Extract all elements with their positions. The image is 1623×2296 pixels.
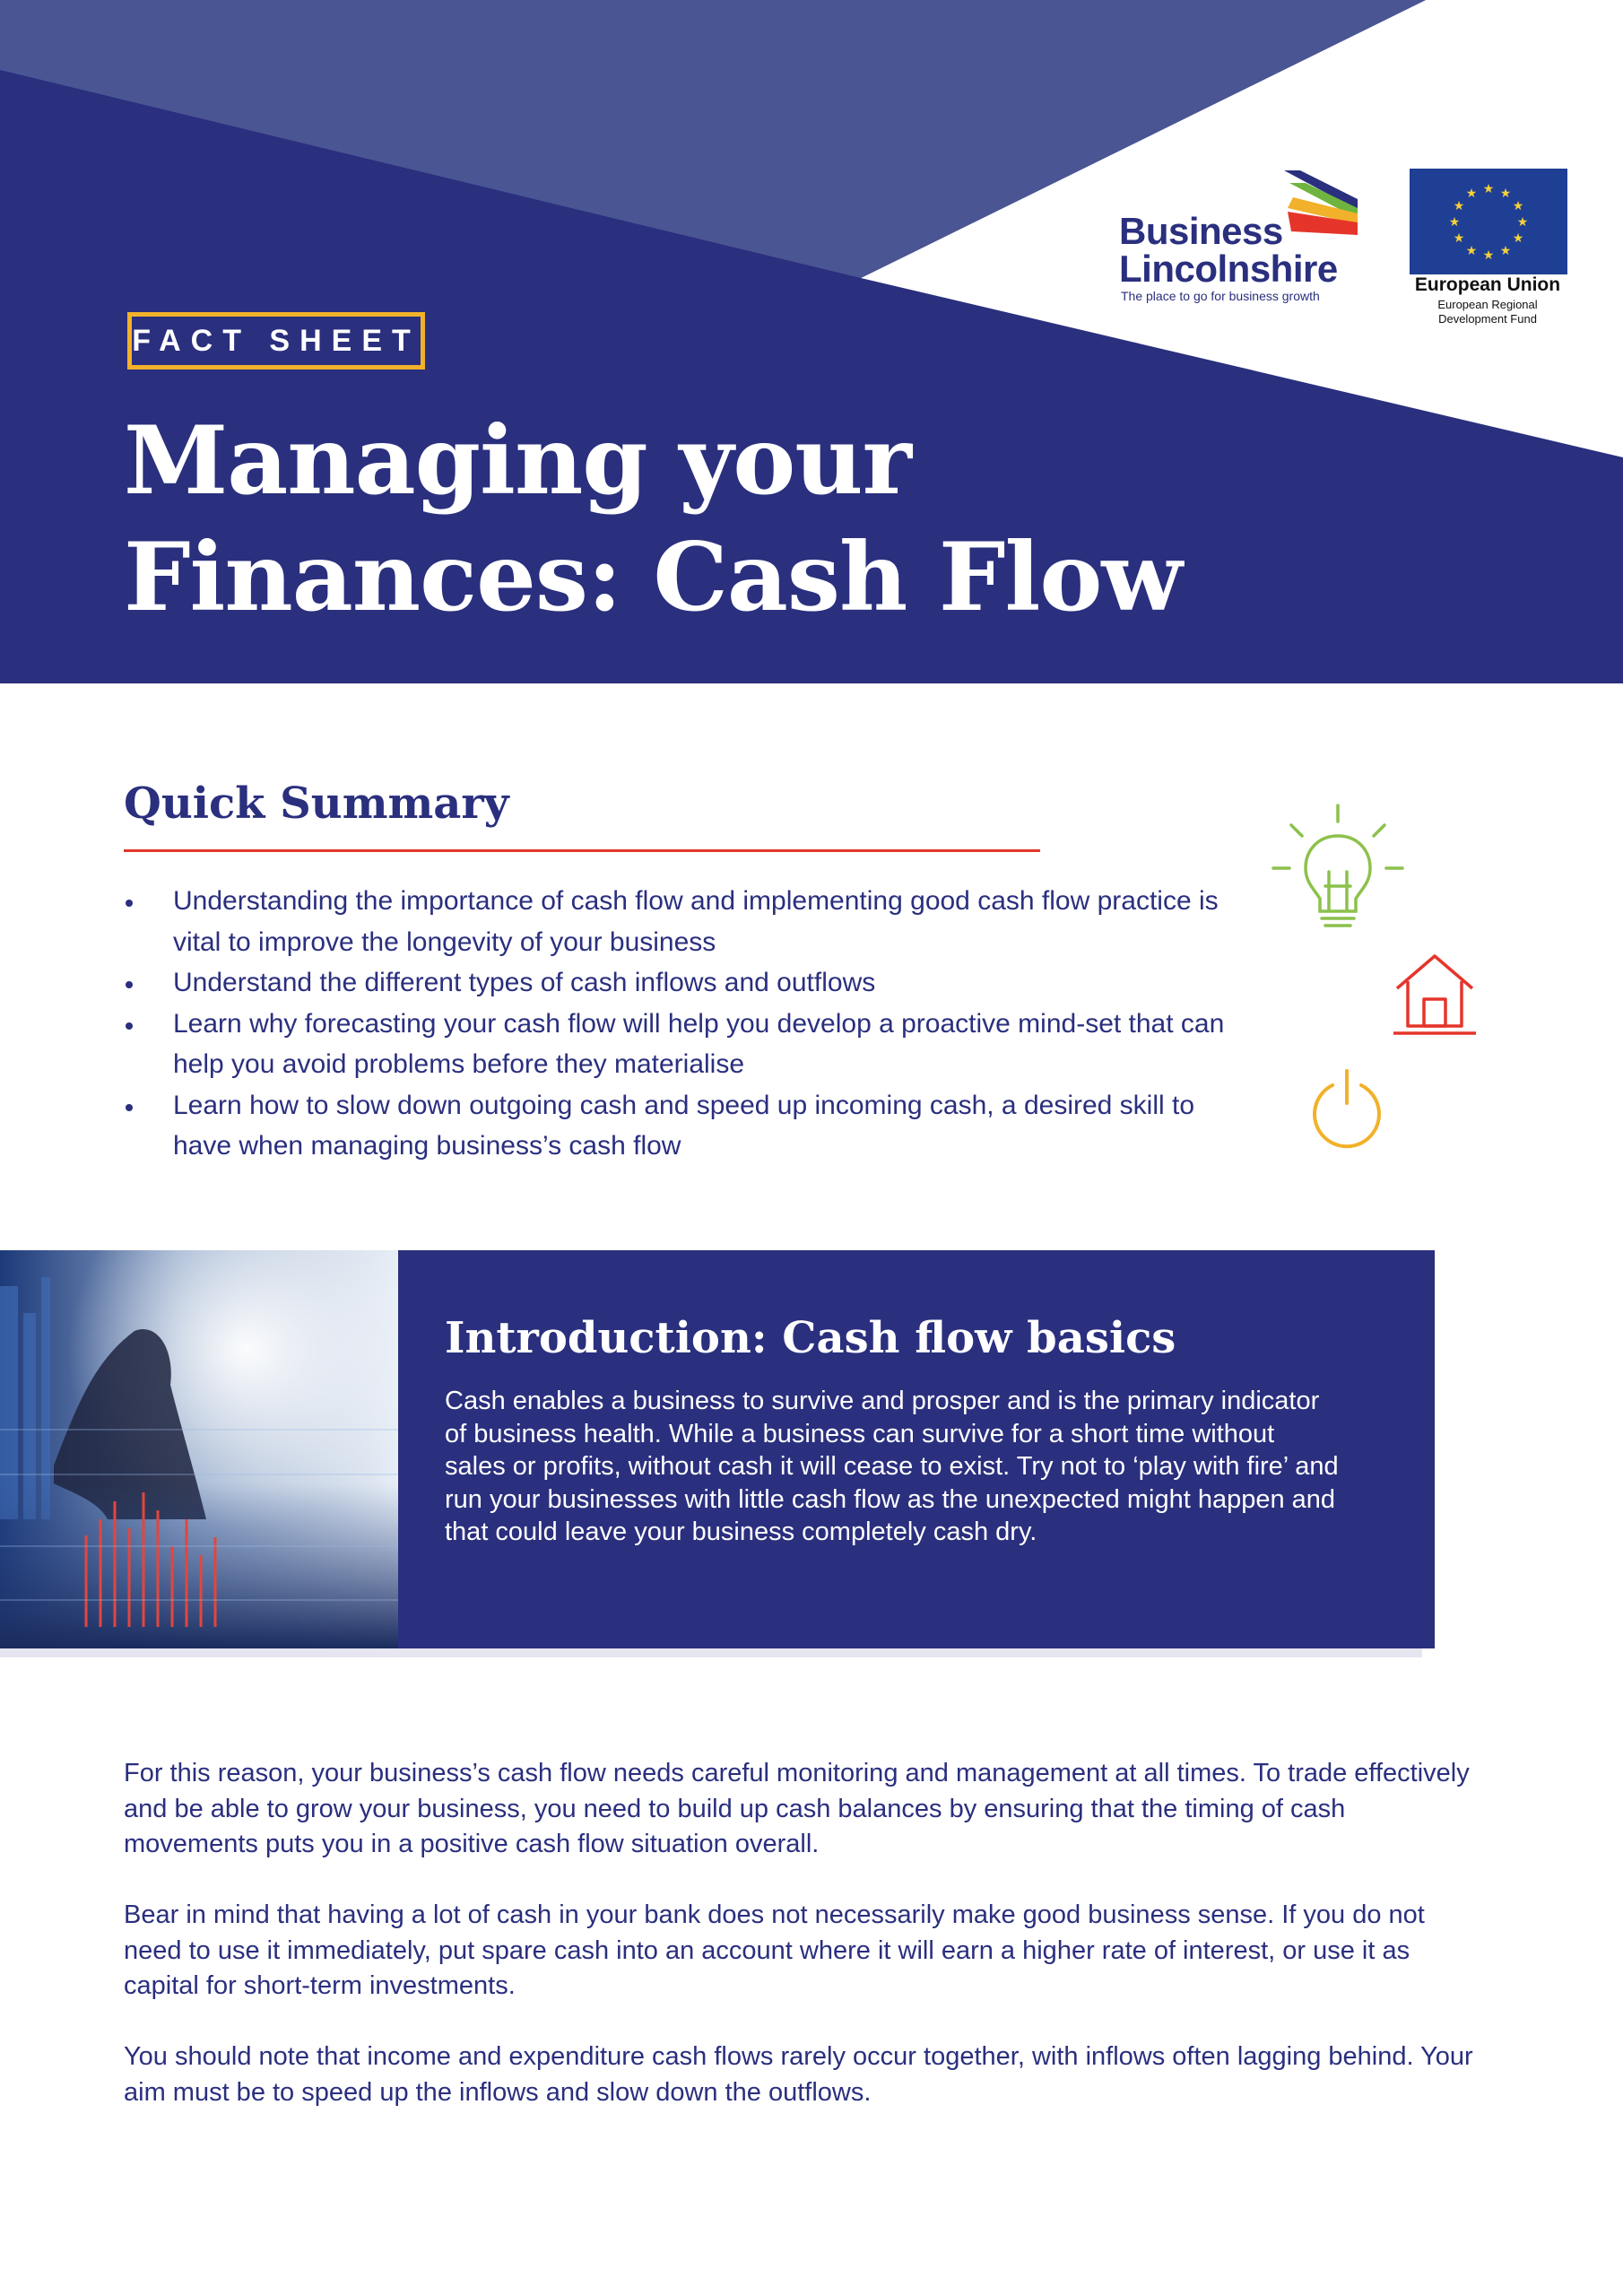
page-title xyxy=(124,402,1379,635)
body-paragraph-1: For this reason, your business’s cash flow needs careful monitoring and management at all times. To trade effectively and be able to grow your business, you need to build up cash balances by ensuring that the timing of cash movements puts you in a positive cash flow situation overall. xyxy=(124,1759,1470,1858)
body-paragraph-3: You should note that income and expenditure cash flows rarely occur together, with inflows often lagging behind. Your aim must be to speed up the inflows and slow down the outflows. xyxy=(124,2042,1473,2107)
logo-word-business: Business xyxy=(1119,210,1283,252)
lightbulb-icon xyxy=(1266,800,1410,944)
business-lincolnshire-mark-icon xyxy=(1280,167,1361,239)
svg-text:★: ★ xyxy=(1516,215,1529,230)
eu-name: European Union xyxy=(1414,274,1561,295)
svg-text:★: ★ xyxy=(1482,248,1495,263)
svg-text:★: ★ xyxy=(1465,244,1478,258)
power-icon xyxy=(1306,1067,1388,1150)
body-paragraph-2: Bear in mind that having a lot of cash in your bank does not necessarily make good business sense. If you do not need to use it immediately, put spare cash into an account where it will earn a higher rate of interest, or use it as capital for short-term investments. xyxy=(124,1900,1425,2000)
eu-flag xyxy=(1410,169,1567,274)
svg-text:★: ★ xyxy=(1499,187,1512,201)
quick-summary-list xyxy=(124,881,1245,1167)
header-band xyxy=(0,0,1623,683)
svg-text:★: ★ xyxy=(1499,244,1512,258)
intro-heading: Introduction: Cash flow basics xyxy=(445,1313,1176,1363)
quick-summary-heading: Quick Summary xyxy=(124,778,509,829)
svg-text:★: ★ xyxy=(1512,199,1524,213)
eu-fund-name: European Regional Development Fund xyxy=(1437,298,1538,326)
title-line-2: Finances: Cash Flow xyxy=(124,521,1182,632)
list-item: Understanding the importance of cash flow and implementing good cash flow practice is vital to improve the longevity of your business xyxy=(124,881,1245,962)
quick-summary-divider xyxy=(124,849,1040,852)
eu-logo xyxy=(1406,169,1569,330)
list-item: Learn why forecasting your cash flow will help you develop a proactive mind-set that can help you avoid problems before they materialise xyxy=(124,1004,1245,1085)
financial-chart-photo xyxy=(0,1250,398,1648)
svg-text:★: ★ xyxy=(1465,187,1478,201)
svg-text:★: ★ xyxy=(1448,215,1461,230)
svg-text:★: ★ xyxy=(1482,182,1495,196)
house-icon xyxy=(1392,951,1478,1037)
stock-chart-image-icon xyxy=(0,1250,398,1648)
intro-body-text: Cash enables a business to survive and prosper and is the primary indicator of business health. While a business can survive for a short time without sales or profits, without cash it will cease to exist. Try not to ‘play with fire’ and run your businesses with little cash flow as the unexpected might happen and that could leave your business completely cash dry. xyxy=(445,1387,1339,1546)
logo-word-lincolnshire: Lincolnshire xyxy=(1119,248,1338,290)
eu-stars-icon xyxy=(1410,169,1567,274)
business-lincolnshire-logo xyxy=(1117,167,1359,301)
title-line-1: Managing your xyxy=(124,404,911,516)
logo-tagline: The place to go for business growth xyxy=(1121,289,1320,303)
intro-panel xyxy=(398,1250,1435,1648)
list-item: Understand the different types of cash inflows and outflows xyxy=(124,962,1245,1004)
list-item: Learn how to slow down outgoing cash and speed up incoming cash, a desired skill to have when managing business’s cash flow xyxy=(124,1085,1245,1167)
svg-text:★: ★ xyxy=(1453,199,1465,213)
svg-text:★: ★ xyxy=(1453,231,1465,246)
fact-sheet-badge: FACT SHEET xyxy=(127,312,425,370)
svg-text:★: ★ xyxy=(1512,231,1524,246)
